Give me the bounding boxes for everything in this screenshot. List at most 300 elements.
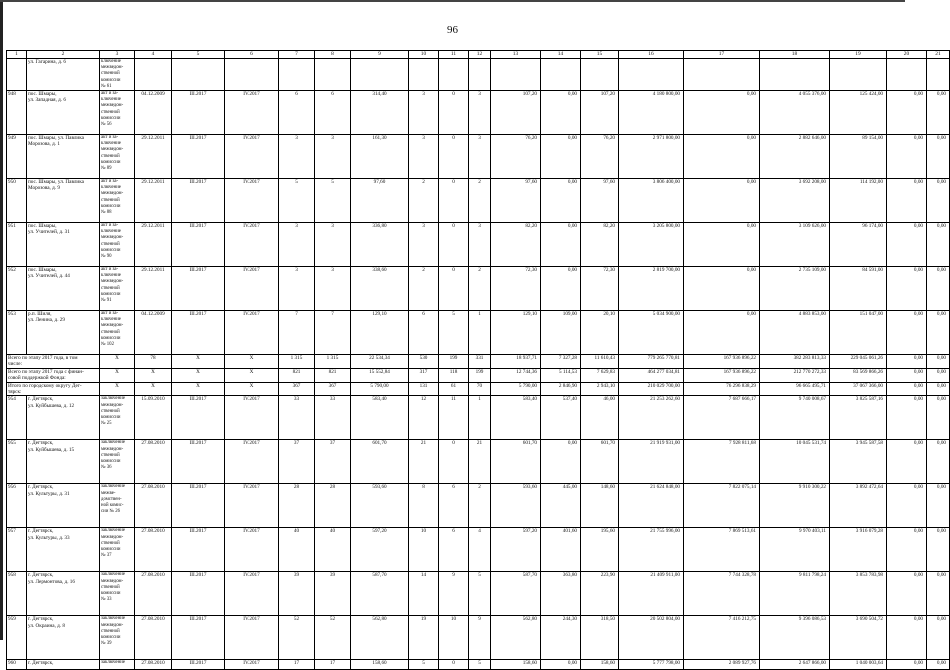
summary-value-cell: 167 936 896,22 bbox=[684, 355, 760, 369]
table-row bbox=[7, 528, 950, 572]
value-cell: 97,60 bbox=[581, 179, 619, 223]
count-cell bbox=[409, 59, 439, 91]
value-cell: 4 180 800,00 bbox=[619, 91, 684, 135]
summary-value-cell: 0,00 bbox=[927, 355, 950, 369]
summary-value-cell: 0,00 bbox=[887, 368, 927, 382]
address-cell: г. Дегтярск, ул. Культуры, д. 31 bbox=[27, 484, 100, 528]
value-cell bbox=[760, 59, 830, 91]
address-cell: р.п. Шиля, ул. Ленина, д. 29 bbox=[27, 311, 100, 355]
count-cell: 338,60 bbox=[351, 267, 409, 311]
value-cell: 3 916 079,28 bbox=[830, 528, 887, 572]
count-cell: 3 bbox=[409, 135, 439, 179]
document-cell: заключение bbox=[100, 660, 135, 670]
table-row bbox=[7, 440, 950, 484]
summary-value-cell: X bbox=[100, 368, 135, 382]
column-number-cell: 10 bbox=[409, 51, 439, 59]
date-cell: 27.08.2010 bbox=[135, 528, 172, 572]
value-cell bbox=[491, 59, 541, 91]
date-cell bbox=[135, 59, 172, 91]
date-cell: 29.12.2011 bbox=[135, 223, 172, 267]
count-cell: 7 bbox=[315, 311, 351, 355]
value-cell: 7 416 212,75 bbox=[684, 616, 760, 660]
value-cell: 363,80 bbox=[541, 572, 581, 616]
address-cell: г. Дегтярск, bbox=[27, 660, 100, 670]
value-cell bbox=[887, 59, 927, 91]
date-cell: 27.08.2010 bbox=[135, 572, 172, 616]
count-cell bbox=[351, 59, 409, 91]
row-number-cell: 952 bbox=[7, 267, 27, 311]
summary-value-cell: X bbox=[225, 355, 279, 369]
date-cell: 27.08.2010 bbox=[135, 660, 172, 670]
summary-value-cell: X bbox=[100, 355, 135, 369]
count-cell: 0 bbox=[439, 135, 469, 179]
count-cell: 3 bbox=[409, 223, 439, 267]
value-cell: 0,00 bbox=[541, 440, 581, 484]
value-cell: 10 045 531,74 bbox=[760, 440, 830, 484]
summary-label-cell: Всего по этапу 2017 года, в том числе: bbox=[7, 355, 100, 369]
row-number-cell: 955 bbox=[7, 440, 27, 484]
document-cell: акт и за- ключение межведом- ственной комиссии № 88 bbox=[100, 179, 135, 223]
date-cell: IV.2017 bbox=[225, 91, 279, 135]
table-row bbox=[7, 572, 950, 616]
summary-value-cell: 96 665 495,71 bbox=[760, 382, 830, 396]
value-cell: 0,00 bbox=[887, 396, 927, 440]
column-number-row bbox=[7, 51, 950, 59]
date-cell: IV.2017 bbox=[225, 572, 279, 616]
value-cell: 107,20 bbox=[491, 91, 541, 135]
summary-value-cell: 0,00 bbox=[887, 355, 927, 369]
count-cell: 19 bbox=[409, 616, 439, 660]
count-cell: 583,40 bbox=[351, 396, 409, 440]
value-cell: 195,60 bbox=[581, 528, 619, 572]
count-cell: 10 bbox=[439, 616, 469, 660]
value-cell: 0,00 bbox=[887, 440, 927, 484]
value-cell: 0,00 bbox=[541, 223, 581, 267]
value-cell: 3 205 800,00 bbox=[619, 223, 684, 267]
document-cell: заключение межведом- ственной комиссии № 37 bbox=[100, 528, 135, 572]
count-cell: 3 bbox=[279, 135, 315, 179]
count-cell: 11 bbox=[439, 396, 469, 440]
value-cell: 0,00 bbox=[927, 484, 950, 528]
count-cell: 158,60 bbox=[351, 660, 409, 670]
summary-value-cell: 70 bbox=[469, 382, 491, 396]
count-cell: 587,70 bbox=[351, 572, 409, 616]
count-cell: 597,20 bbox=[351, 528, 409, 572]
count-cell: 3 bbox=[469, 91, 491, 135]
value-cell: 445,00 bbox=[541, 484, 581, 528]
date-cell: IV.2017 bbox=[225, 396, 279, 440]
count-cell: 33 bbox=[315, 396, 351, 440]
summary-value-cell: 118 bbox=[439, 368, 469, 382]
value-cell: 0,00 bbox=[927, 572, 950, 616]
value-cell: 84 591,00 bbox=[830, 267, 887, 311]
date-cell: IV.2017 bbox=[225, 616, 279, 660]
summary-row bbox=[7, 368, 950, 382]
count-cell: 33 bbox=[279, 396, 315, 440]
value-cell: 0,00 bbox=[684, 267, 760, 311]
address-cell: г. Дегтярск, ул. Куйбышева, д. 15 bbox=[27, 440, 100, 484]
address-cell: г. Дегтярск, ул. Лермонтова, д. 16 bbox=[27, 572, 100, 616]
value-cell: 0,00 bbox=[927, 616, 950, 660]
date-cell: 04.12.2009 bbox=[135, 311, 172, 355]
date-cell: III.2017 bbox=[172, 616, 225, 660]
value-cell: 3 806 400,00 bbox=[619, 179, 684, 223]
summary-value-cell: 83 569 866,26 bbox=[830, 368, 887, 382]
value-cell: 0,00 bbox=[684, 179, 760, 223]
resettlement-register-table bbox=[6, 50, 950, 670]
date-cell: IV.2017 bbox=[225, 267, 279, 311]
value-cell: 7 928 811,68 bbox=[684, 440, 760, 484]
count-cell: 3 bbox=[279, 267, 315, 311]
count-cell: 39 bbox=[279, 572, 315, 616]
summary-value-cell: 317 bbox=[409, 368, 439, 382]
summary-value-cell: 1 315 bbox=[279, 355, 315, 369]
row-number-cell: 948 bbox=[7, 91, 27, 135]
value-cell: 597,20 bbox=[491, 528, 541, 572]
count-cell: 3 bbox=[315, 135, 351, 179]
date-cell: III.2017 bbox=[172, 440, 225, 484]
date-cell: III.2017 bbox=[172, 396, 225, 440]
value-cell bbox=[927, 59, 950, 91]
value-cell: 401,60 bbox=[541, 528, 581, 572]
value-cell bbox=[581, 59, 619, 91]
value-cell: 0,00 bbox=[887, 267, 927, 311]
value-cell: 0,00 bbox=[927, 440, 950, 484]
value-cell: 0,00 bbox=[887, 616, 927, 660]
column-number-cell: 11 bbox=[439, 51, 469, 59]
summary-value-cell: 464 277 034,81 bbox=[619, 368, 684, 382]
row-number-cell: 949 bbox=[7, 135, 27, 179]
summary-value-cell: 0,00 bbox=[927, 382, 950, 396]
summary-label-cell: Всего по этапу 2017 года с финан- совой поддержкой Фонда: bbox=[7, 368, 100, 382]
column-number-cell: 4 bbox=[135, 51, 172, 59]
table-body bbox=[7, 51, 950, 670]
summary-value-cell: 5 114,53 bbox=[541, 368, 581, 382]
value-cell: 0,00 bbox=[541, 91, 581, 135]
value-cell: 244,30 bbox=[541, 616, 581, 660]
date-cell: 27.08.2010 bbox=[135, 440, 172, 484]
value-cell: 4 883 853,00 bbox=[760, 311, 830, 355]
summary-value-cell: X bbox=[172, 368, 225, 382]
value-cell: 3 690 504,72 bbox=[830, 616, 887, 660]
count-cell: 6 bbox=[409, 311, 439, 355]
summary-value-cell: 7 327,28 bbox=[541, 355, 581, 369]
column-number-cell: 14 bbox=[541, 51, 581, 59]
count-cell: 3 bbox=[469, 223, 491, 267]
value-cell: 1 040 003,64 bbox=[830, 660, 887, 670]
value-cell: 0,00 bbox=[684, 311, 760, 355]
document-cell: заключение межве- домствен- ной комис- сии № 26 bbox=[100, 484, 135, 528]
table-row bbox=[7, 660, 950, 670]
count-cell: 28 bbox=[279, 484, 315, 528]
table-row bbox=[7, 91, 950, 135]
count-cell: 9 bbox=[439, 572, 469, 616]
date-cell: IV.2017 bbox=[225, 311, 279, 355]
date-cell: III.2017 bbox=[172, 311, 225, 355]
value-cell: 21 409 911,00 bbox=[619, 572, 684, 616]
count-cell: 3 bbox=[409, 91, 439, 135]
summary-value-cell: X bbox=[172, 355, 225, 369]
count-cell bbox=[279, 59, 315, 91]
count-cell: 5 bbox=[469, 572, 491, 616]
row-number-cell: 951 bbox=[7, 223, 27, 267]
value-cell: 0,00 bbox=[927, 135, 950, 179]
date-cell: 04.12.2009 bbox=[135, 91, 172, 135]
value-cell: 9 396 086,53 bbox=[760, 616, 830, 660]
count-cell: 14 bbox=[409, 572, 439, 616]
date-cell: III.2017 bbox=[172, 179, 225, 223]
count-cell: 12 bbox=[409, 396, 439, 440]
date-cell: IV.2017 bbox=[225, 660, 279, 670]
summary-value-cell: 61 bbox=[439, 382, 469, 396]
summary-value-cell: 331 bbox=[469, 355, 491, 369]
value-cell: 223,90 bbox=[581, 572, 619, 616]
count-cell: 5 bbox=[439, 311, 469, 355]
count-cell: 97,60 bbox=[351, 179, 409, 223]
date-cell: IV.2017 bbox=[225, 135, 279, 179]
value-cell: 46,00 bbox=[581, 396, 619, 440]
count-cell: 5 bbox=[409, 660, 439, 670]
date-cell: III.2017 bbox=[172, 528, 225, 572]
summary-value-cell: 367 bbox=[279, 382, 315, 396]
date-cell bbox=[225, 59, 279, 91]
value-cell: 21 919 931,00 bbox=[619, 440, 684, 484]
count-cell: 1 bbox=[469, 311, 491, 355]
value-cell: 0,00 bbox=[541, 267, 581, 311]
value-cell: 0,00 bbox=[887, 311, 927, 355]
summary-value-cell: 78 bbox=[135, 355, 172, 369]
value-cell: 21 253 262,60 bbox=[619, 396, 684, 440]
address-cell: пос. Шмары, ул. Учителей, д. 31 bbox=[27, 223, 100, 267]
value-cell: 0,00 bbox=[927, 267, 950, 311]
column-number-cell: 13 bbox=[491, 51, 541, 59]
count-cell: 0 bbox=[439, 179, 469, 223]
row-number-cell: 954 bbox=[7, 396, 27, 440]
count-cell: 39 bbox=[315, 572, 351, 616]
value-cell: 0,00 bbox=[684, 91, 760, 135]
column-number-cell: 5 bbox=[172, 51, 225, 59]
address-cell: пос. Шмары, ул. Павлика Морозова, д. 9 bbox=[27, 179, 100, 223]
value-cell: 2 089 927,76 bbox=[684, 660, 760, 670]
value-cell: 0,00 bbox=[927, 223, 950, 267]
count-cell: 3 bbox=[315, 223, 351, 267]
count-cell: 0 bbox=[439, 440, 469, 484]
summary-value-cell: 199 bbox=[439, 355, 469, 369]
value-cell: 0,00 bbox=[684, 223, 760, 267]
date-cell bbox=[172, 59, 225, 91]
column-number-cell: 9 bbox=[351, 51, 409, 59]
summary-value-cell: 76 296 838,29 bbox=[684, 382, 760, 396]
date-cell: IV.2017 bbox=[225, 179, 279, 223]
value-cell: 20 502 804,00 bbox=[619, 616, 684, 660]
summary-value-cell: 212 770 272,33 bbox=[760, 368, 830, 382]
summary-value-cell: 0,00 bbox=[927, 368, 950, 382]
value-cell: 537,40 bbox=[541, 396, 581, 440]
value-cell: 82,20 bbox=[581, 223, 619, 267]
address-cell: г. Дегтярск, ул. Культуры, д. 33 bbox=[27, 528, 100, 572]
summary-value-cell: 530 bbox=[409, 355, 439, 369]
count-cell: 161,30 bbox=[351, 135, 409, 179]
document-cell: заключение межведом- ственной комиссии № 25 bbox=[100, 396, 135, 440]
table-row bbox=[7, 311, 950, 355]
document-cell: акт и за- ключение межведом- ственной комиссии № 91 bbox=[100, 267, 135, 311]
date-cell: IV.2017 bbox=[225, 440, 279, 484]
count-cell: 0 bbox=[439, 91, 469, 135]
count-cell bbox=[439, 59, 469, 91]
column-number-cell: 15 bbox=[581, 51, 619, 59]
value-cell bbox=[541, 59, 581, 91]
table-row bbox=[7, 135, 950, 179]
value-cell: 0,00 bbox=[927, 91, 950, 135]
value-cell: 4 055 376,00 bbox=[760, 91, 830, 135]
value-cell: 0,00 bbox=[887, 572, 927, 616]
row-number-cell: 958 bbox=[7, 572, 27, 616]
value-cell: 20,10 bbox=[581, 311, 619, 355]
column-number-cell: 1 bbox=[7, 51, 27, 59]
column-number-cell: 7 bbox=[279, 51, 315, 59]
summary-value-cell: 382 283 813,33 bbox=[760, 355, 830, 369]
summary-value-cell: 367 bbox=[315, 382, 351, 396]
summary-value-cell: 12 744,36 bbox=[491, 368, 541, 382]
summary-value-cell: 131 bbox=[409, 382, 439, 396]
count-cell: 129,10 bbox=[351, 311, 409, 355]
column-number-cell: 19 bbox=[830, 51, 887, 59]
summary-value-cell: 210 029 700,00 bbox=[619, 382, 684, 396]
date-cell: III.2017 bbox=[172, 91, 225, 135]
value-cell: 0,00 bbox=[887, 91, 927, 135]
count-cell: 7 bbox=[279, 311, 315, 355]
column-number-cell: 2 bbox=[27, 51, 100, 59]
date-cell: 27.08.2010 bbox=[135, 484, 172, 528]
value-cell: 7 822 075,14 bbox=[684, 484, 760, 528]
summary-value-cell: 2 846,90 bbox=[541, 382, 581, 396]
value-cell: 0,00 bbox=[887, 660, 927, 670]
count-cell: 8 bbox=[409, 484, 439, 528]
address-cell: пос. Шмары, ул. Павлика Морозова, д. 1 bbox=[27, 135, 100, 179]
value-cell: 562,80 bbox=[491, 616, 541, 660]
value-cell bbox=[619, 59, 684, 91]
value-cell: 0,00 bbox=[927, 311, 950, 355]
date-cell: 27.08.2010 bbox=[135, 616, 172, 660]
date-cell: 29.12.2011 bbox=[135, 267, 172, 311]
value-cell: 583,40 bbox=[491, 396, 541, 440]
row-number-cell: 960 bbox=[7, 660, 27, 670]
count-cell: 52 bbox=[279, 616, 315, 660]
count-cell: 4 bbox=[469, 528, 491, 572]
value-cell: 21 624 848,00 bbox=[619, 484, 684, 528]
address-cell: г. Дегтярск, ул. Куйбышева, д. 12 bbox=[27, 396, 100, 440]
address-cell: г. Дегтярск, ул. Окраина, д. 8 bbox=[27, 616, 100, 660]
table-row bbox=[7, 616, 950, 660]
summary-value-cell: 779 265 770,81 bbox=[619, 355, 684, 369]
value-cell: 125 424,00 bbox=[830, 91, 887, 135]
summary-value-cell: 1 315 bbox=[315, 355, 351, 369]
value-cell: 7 744 328,78 bbox=[684, 572, 760, 616]
value-cell: 5 034 900,00 bbox=[619, 311, 684, 355]
summary-row bbox=[7, 355, 950, 369]
value-cell: 0,00 bbox=[684, 135, 760, 179]
table-row bbox=[7, 179, 950, 223]
value-cell: 0,00 bbox=[887, 528, 927, 572]
count-cell: 5 bbox=[315, 179, 351, 223]
value-cell: 9 740 008,67 bbox=[760, 396, 830, 440]
value-cell: 151 047,00 bbox=[830, 311, 887, 355]
summary-label-cell: Итого по городскому округу Дег- тярск: bbox=[7, 382, 100, 396]
value-cell: 3 692 208,00 bbox=[760, 179, 830, 223]
scan-edge-top bbox=[0, 0, 905, 2]
count-cell: 2 bbox=[409, 179, 439, 223]
summary-value-cell: 5 790,00 bbox=[491, 382, 541, 396]
count-cell: 21 bbox=[409, 440, 439, 484]
count-cell bbox=[315, 59, 351, 91]
value-cell: 0,00 bbox=[887, 484, 927, 528]
count-cell: 9 bbox=[469, 616, 491, 660]
address-cell: пос. Шмары, ул. Западная, д. 6 bbox=[27, 91, 100, 135]
count-cell: 6 bbox=[439, 484, 469, 528]
date-cell: III.2017 bbox=[172, 223, 225, 267]
value-cell bbox=[830, 59, 887, 91]
value-cell: 158,60 bbox=[491, 660, 541, 670]
count-cell: 21 bbox=[469, 440, 491, 484]
summary-value-cell: 22 534,34 bbox=[351, 355, 409, 369]
value-cell: 148,60 bbox=[581, 484, 619, 528]
value-cell bbox=[684, 59, 760, 91]
count-cell: 0 bbox=[439, 223, 469, 267]
value-cell: 9 811 798,24 bbox=[760, 572, 830, 616]
count-cell: 17 bbox=[315, 660, 351, 670]
column-number-cell: 18 bbox=[760, 51, 830, 59]
value-cell: 129,10 bbox=[491, 311, 541, 355]
value-cell: 9 910 300,22 bbox=[760, 484, 830, 528]
count-cell: 593,60 bbox=[351, 484, 409, 528]
date-cell: III.2017 bbox=[172, 484, 225, 528]
value-cell: 3 109 626,00 bbox=[760, 223, 830, 267]
value-cell: 0,00 bbox=[541, 135, 581, 179]
document-cell: акт и за- ключение межведом- ственной комиссии № 56 bbox=[100, 91, 135, 135]
row-number-cell bbox=[7, 59, 27, 91]
value-cell: 96 174,00 bbox=[830, 223, 887, 267]
row-number-cell: 953 bbox=[7, 311, 27, 355]
summary-value-cell: X bbox=[225, 368, 279, 382]
table-row bbox=[7, 484, 950, 528]
count-cell: 6 bbox=[279, 91, 315, 135]
value-cell: 3 892 472,64 bbox=[830, 484, 887, 528]
value-cell: 2 647 866,00 bbox=[760, 660, 830, 670]
count-cell: 336,80 bbox=[351, 223, 409, 267]
summary-value-cell: 11 610,43 bbox=[581, 355, 619, 369]
summary-value-cell: X bbox=[172, 382, 225, 396]
row-number-cell: 957 bbox=[7, 528, 27, 572]
count-cell: 37 bbox=[279, 440, 315, 484]
value-cell: 7 687 666,17 bbox=[684, 396, 760, 440]
document-cell: заключение межведом- ственной комиссии № 39 bbox=[100, 616, 135, 660]
table-row bbox=[7, 59, 950, 91]
date-cell: IV.2017 bbox=[225, 528, 279, 572]
value-cell: 593,60 bbox=[491, 484, 541, 528]
summary-value-cell: 5 790,00 bbox=[351, 382, 409, 396]
column-number-cell: 21 bbox=[927, 51, 950, 59]
count-cell: 314,40 bbox=[351, 91, 409, 135]
count-cell: 6 bbox=[315, 91, 351, 135]
value-cell: 318,50 bbox=[581, 616, 619, 660]
count-cell: 2 bbox=[469, 179, 491, 223]
count-cell: 5 bbox=[469, 660, 491, 670]
summary-value-cell: 199 bbox=[469, 368, 491, 382]
summary-value-cell: 7 629,83 bbox=[581, 368, 619, 382]
value-cell: 158,60 bbox=[581, 660, 619, 670]
scan-edge-left bbox=[0, 0, 3, 640]
column-number-cell: 17 bbox=[684, 51, 760, 59]
